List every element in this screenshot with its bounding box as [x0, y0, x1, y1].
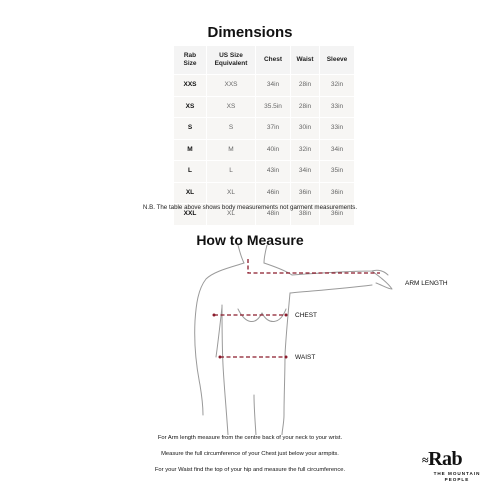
cell-sleeve: 35in [320, 161, 355, 183]
logo-mountain-icon: ≈ [422, 452, 429, 467]
header-us-size: US Size Equivalent [207, 46, 256, 75]
cell-waist: 28in [291, 75, 320, 97]
cell-rab-size: M [174, 139, 207, 161]
cell-us-size: XXS [207, 75, 256, 97]
logo-wordmark: ≈Rab [422, 448, 463, 470]
table-row [174, 139, 355, 161]
cell-chest: 48in [256, 204, 291, 226]
cell-chest: 46in [256, 182, 291, 204]
cell-us-size: M [207, 139, 256, 161]
chest-label: CHEST [295, 312, 318, 319]
logo-tagline: THE MOUNTAIN PEOPLE [433, 471, 481, 482]
instruction-waist: For your Waist find the top of your hip and measure the full circumference. [154, 467, 346, 473]
cell-sleeve: 33in [320, 96, 355, 118]
page-title: Dimensions [207, 24, 293, 41]
table-row [174, 182, 355, 204]
cell-chest: 34in [256, 75, 291, 97]
instruction-chest: Measure the full circumference of your Chest just below your armpits. [161, 451, 339, 457]
arm-length-label: ARM LENGTH [405, 280, 448, 287]
cell-sleeve: 32in [320, 75, 355, 97]
cell-chest: 35.5in [256, 96, 291, 118]
cell-rab-size: L [174, 161, 207, 183]
header-chest: Chest [256, 46, 291, 75]
cell-sleeve: 33in [320, 118, 355, 140]
instruction-arm: For Arm length measure from the centre back of your neck to your wrist. [157, 435, 343, 441]
cell-sleeve: 34in [320, 139, 355, 161]
rab-logo [422, 448, 492, 483]
cell-waist: 34in [291, 161, 320, 183]
header-rab-size: Rab Size [174, 46, 207, 75]
table-row [174, 161, 355, 183]
header-sleeve: Sleeve [320, 46, 355, 75]
body-measure-diagram [0, 245, 500, 435]
cell-rab-size: XXL [174, 204, 207, 226]
cell-waist: 28in [291, 96, 320, 118]
cell-sleeve: 36in [320, 204, 355, 226]
header-waist: Waist [291, 46, 320, 75]
cell-rab-size: XXS [174, 75, 207, 97]
cell-us-size: XL [207, 182, 256, 204]
table-row [174, 75, 355, 97]
table-row [174, 96, 355, 118]
cell-us-size: XL [207, 204, 256, 226]
table-header-row [174, 46, 355, 75]
cell-us-size: XS [207, 96, 256, 118]
cell-us-size: S [207, 118, 256, 140]
cell-waist: 30in [291, 118, 320, 140]
measure-title: How to Measure [196, 232, 304, 248]
cell-chest: 37in [256, 118, 291, 140]
cell-us-size: L [207, 161, 256, 183]
cell-waist: 32in [291, 139, 320, 161]
cell-rab-size: XS [174, 96, 207, 118]
cell-chest: 40in [256, 139, 291, 161]
cell-rab-size: XL [174, 182, 207, 204]
table-row [174, 118, 355, 140]
cell-chest: 43in [256, 161, 291, 183]
waist-label: WAIST [295, 354, 316, 361]
measurement-markers [213, 314, 288, 359]
table-note: N.B. The table above shows body measurements not garment measurements. [142, 204, 358, 211]
cell-rab-size: S [174, 118, 207, 140]
cell-waist: 36in [291, 182, 320, 204]
size-table [173, 45, 355, 226]
cell-waist: 38in [291, 204, 320, 226]
cell-sleeve: 36in [320, 182, 355, 204]
measurement-lines [214, 259, 380, 357]
